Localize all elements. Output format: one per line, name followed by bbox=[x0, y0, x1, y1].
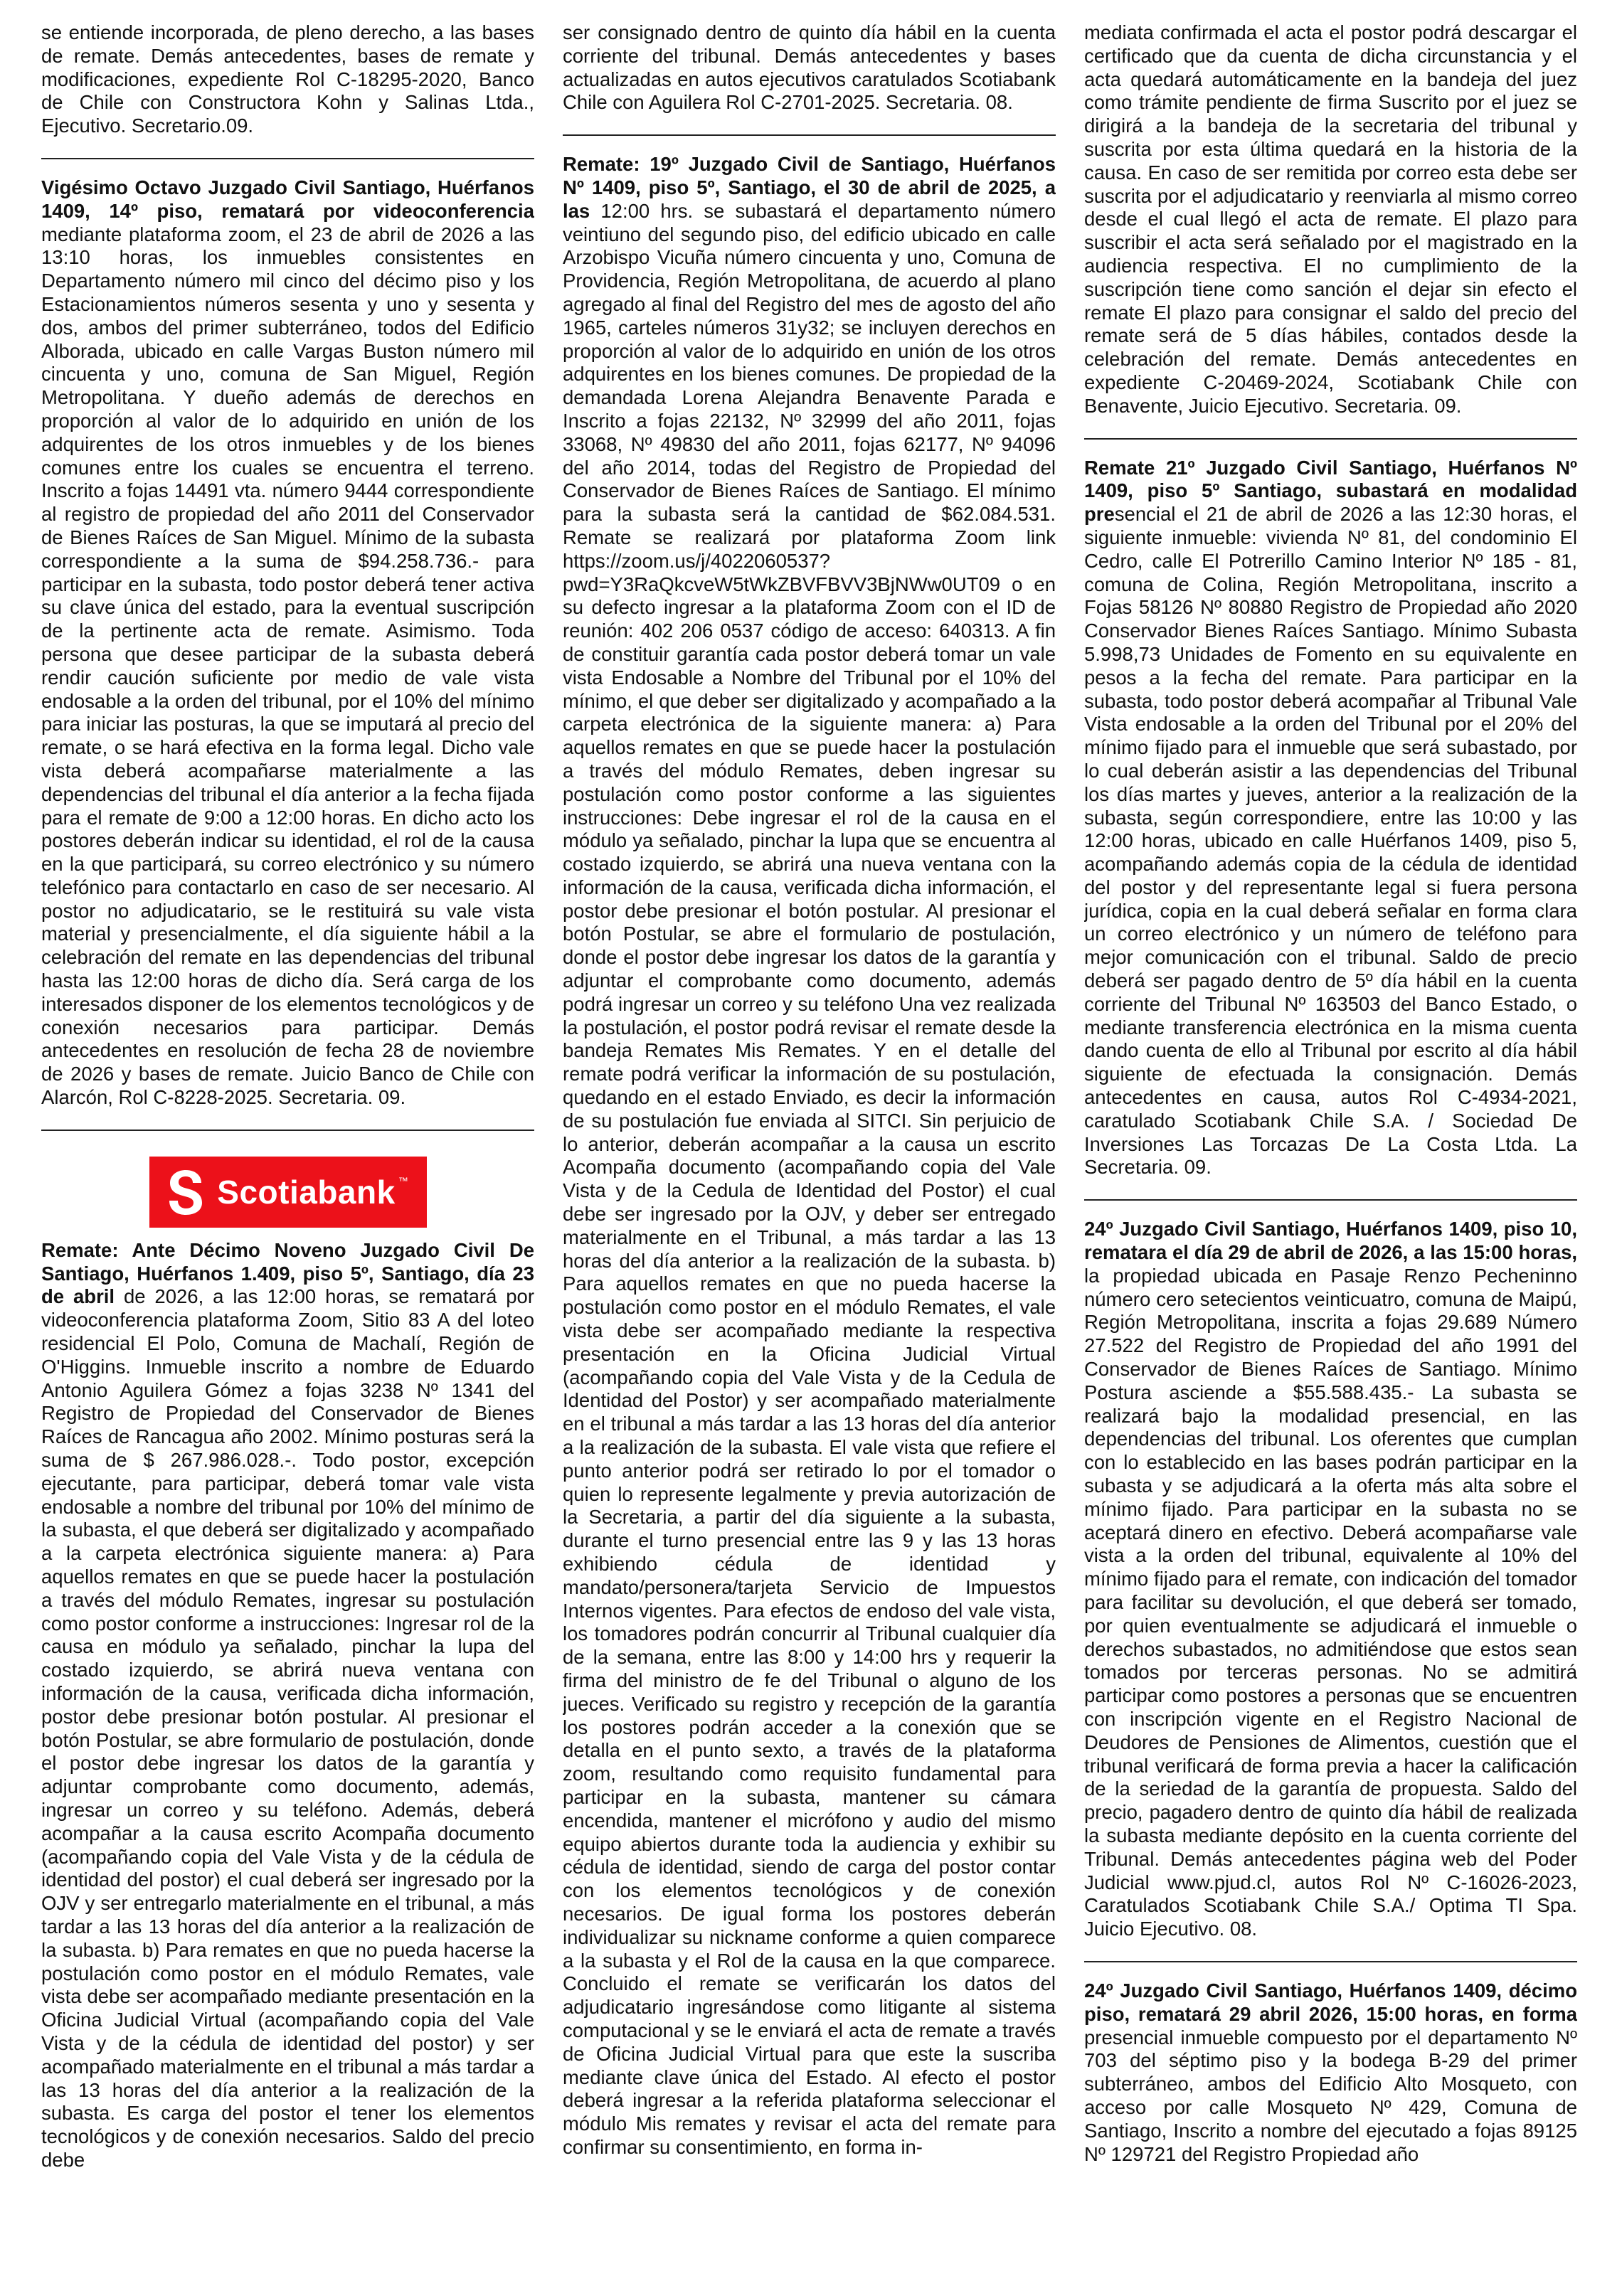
notice-24-juzgado-maipu bbox=[1084, 1218, 1577, 1941]
notice-heading: 24º Juzgado Civil Santiago, Huérfanos 1409, décimo piso, rematará 29 abril 2026, 15:00 horas, en forma bbox=[1084, 1979, 1577, 2025]
logo-trademark: ™ bbox=[398, 1174, 408, 1186]
notice-heading: Remate: Ante Décimo Noveno Juzgado Civil De Santiago, Huérfanos 1.409, piso 5º, Santiago, día 23 de abril bbox=[41, 1238, 534, 1308]
notice-24-juzgado-santiago bbox=[1084, 1979, 1577, 2166]
notice-19-juzgado-machali bbox=[41, 1239, 534, 2172]
notice-body: mediante plataforma zoom, el 23 de abril de 2026 a las 13:10 horas, los inmuebles consistentes en Departamento número mil cinco del décimo piso y los Estacionamientos números sesenta y uno y sesenta y dos, ambos del primer subterráneo, todos del Edificio Alborada, ubicado en calle Vargas Buston número mil cincuenta y uno, comuna de San Miguel, Región Metropolitana. Y dueño además de derechos en proporción al valor de lo adquirido en unión de los adquirentes de los otros inmuebles y de los bienes comunes entre los cuales se encuentra el terreno. Inscrito a fojas 14491 vta. número 9444 correspondiente al registro de propiedad del año 2011 del Conservador de Bienes Raíces de San Miguel. Mínimo de la subasta correspondiente a la suma de $94.258.736.- para participar en la subasta, todo postor deberá tener activa su clave única del estado, para la eventual suscripción de la pertinente acta de remate. Asimismo. Toda persona que desee participar de la subasta deberá rendir caución suficiente por medio de vale vista endosable a la orden del tribunal, por el 10% del mínimo para iniciar las posturas, la que se imputará al precio del remate, o se hará efectiva en la forma legal. Dicho vale vista deberá acompañarse materialmente a las dependencias del tribunal el día anterior a la fecha fijada para el remate de 9:00 a 12:00 horas. En dicho acto los postores deberán indicar su identidad, el rol de la causa en la que participará, su correo electrónico y su número telefónico para contactarlo en caso de ser necesario. Al postor no adjudicatario, se le restituirá su vale vista material y presencialmente, el día siguiente hábil a la celebración del remate en las dependencias del tribunal hasta las 12:00 horas de dicho día. Será carga de los interesados disponer de los elementos tecnológicos y de conexión necesarios para participar. Demás antecedentes en resolución de fecha 28 de noviembre de 2026 y bases de remate. Juicio Banco de Chile con Alarcón, Rol C-8228-2025. Secretaria. 09. bbox=[41, 223, 534, 1109]
separator-rule bbox=[41, 158, 534, 159]
notice-21-juzgado bbox=[1084, 457, 1577, 1180]
notice-28-juzgado bbox=[41, 176, 534, 1110]
notice-body: presencial inmueble compuesto por el departamento Nº 703 del séptimo piso y la bodega B-29 del primer subterráneo, ambos del Edificio Alto Mosqueto, con acceso por calle Mosqueto Nº 429, Comuna de Santiago, Inscrito a nombre del ejecutado a fojas 89125 Nº 129721 del Registro Propiedad año bbox=[1084, 2026, 1577, 2165]
notice-continuation-col2 bbox=[563, 21, 1056, 115]
separator-rule bbox=[1084, 1199, 1577, 1201]
notice-body: la propiedad ubicada en Pasaje Renzo Pecheninno número cero setecientos veinticuatro, comuna de Maipú, Región Metropolitana, inscrita a fojas 29.689 Número 27.522 del Registro de Propiedad del año 1991 del Conservador de Bienes Raíces de Santiago. Mínimo Postura asciende a $55.588.435.- La subasta se realizará bajo la modalidad presencial, en las dependencias del tribunal. Los oferentes que cumplan con lo establecido en las bases podrán participar en la subasta y se adjudicará a la oferta más alta sobre el mínimo fijado. Para participar en la subasta no se aceptará dinero en efectivo. Deberá acompañarse vale vista a la orden del tribunal, equivalente al 10% del mínimo fijado para el remate, con indicación del tomador para facilitar su devolución, el que deberá ser tomado, por quien eventualmente se adjudicará el inmueble o derechos subastados, no admitiéndose que estos sean tomados por terceras personas. No se admitirá participar como postores a personas que se encuentren con inscripción vigente en el Registro Nacional de Deudores de Pensiones de Alimentos, cuestión que el tribunal verificará de forma previa a hacer la calificación de la seriedad de la garantía de propuesta. Saldo del precio, pagadero dentro de quinto día hábil de realizada la subasta mediante depósito en la cuenta corriente del Tribunal. Demás antecedentes página web del Poder Judicial www.pjud.cl, autos Rol Nº C-16026-2023, Caratulados Scotiabank Chile S.A./ Optima TI Spa. Juicio Ejecutivo. 08. bbox=[1084, 1264, 1577, 1940]
scotiabank-logo-block bbox=[41, 1155, 534, 1229]
logo-wordmark: Scotiabank bbox=[217, 1173, 396, 1211]
notice-body: de 2026, a las 12:00 horas, se rematará por videoconferencia plataforma Zoom, Sitio 83 A del loteo residencial El Polo, Comuna de Machalí, Región de O'Higgins. Inmueble inscrito a nombre de Eduardo Antonio Aguilera Gómez a fojas 3238 Nº 1341 del Registro de Propiedad del Conservador de Bienes Raíces de Rancagua año 2002. Mínimo posturas será la suma de $ 267.986.028.-. Todo postor, excepción ejecutante, para participar, deberá tomar vale vista endosable a nombre del tribunal por 10% del mínimo de la subasta, el que deberá ser digitalizado y acompañado a la carpeta electrónica siguiente manera: a) Para aquellos remates en que se puede hacer la postulación a través del módulo Remates, ingresar su postulación como postor conforme a instrucciones: Ingresar rol de la causa en módulo ya señalado, pinchar la lupa del costado izquierdo, se abrirá nueva ventana con información de la causa, verificada dicha información, postor debe presionar botón postular. Al presionar el botón Postular, se abre formulario de postulación, donde el postor debe ingresar los datos de la garantía y adjuntar comprobante como documento, además, ingresar un correo y su teléfono. Además, deberá acompañar a la causa escrito Acompaña documento (acompañando copia del Vale Vista y de la cédula de identidad del postor) el cual deberá ser ingresado por la OJV y ser entregarlo materialmente en el tribunal, a más tardar a las 13 horas del día anterior a la realización de la subasta. b) Para remates en que no pueda hacerse la postulación como postor en el módulo Remates, vale vista debe ser acompañado mediante presentación en la Oficina Judicial Virtual (acompañando copia del Vale Vista y de la cédula de identidad del postor) y ser acompañado materialmente en el tribunal a más tardar a las 13 horas del día anterior a la realización de la subasta. Es carga del postor el tener los elementos tecnológicos y de conexión necesarios. Saldo del precio debe bbox=[41, 1285, 534, 2171]
notice-body: se entiende incorporada, de pleno derecho, a las bases de remate. Demás antecedentes, bases de remate y modificaciones, expediente Rol C-18295-2020, Banco de Chile con Constructora Kohn y Salinas Ltda., Ejecutivo. Secretario.09. bbox=[41, 21, 534, 137]
separator-rule bbox=[1084, 1961, 1577, 1962]
notice-body: mediata confirmada el acta el postor podrá descargar el certificado que da cuenta de dicha circunstancia y el acta quedará automáticamente en la bandeja del juez como trámite pendiente de firma Suscrito por el juez se dirigirá a la bandeja de la secretaria del tribunal y suscrita por esta última quedará en la historia de la causa. En caso de ser remitida por correo esta debe ser suscrita por el adjudicatario y reenviarla al mismo correo desde el cual llegó el acta de remate. El plazo para suscribir el acta será señalado por el magistrado en la audiencia respectiva. El no cumplimiento de la suscripción tiene como sanción el dejar sin efecto el remate El plazo para consignar el saldo del precio del remate será de 5 días hábiles, contados desde la celebración del remate. Demás antecedentes en expediente C-20469-2024, Scotiabank Chile con Benavente, Juicio Ejecutivo. Secretaria. 09. bbox=[1084, 21, 1577, 417]
column-1 bbox=[41, 21, 534, 2276]
newspaper-page bbox=[41, 21, 1578, 2276]
notice-continuation-col1 bbox=[41, 21, 534, 138]
notice-heading: Remate: 19º Juzgado Civil de Santiago, Huérfanos Nº 1409, piso 5º, Santiago, el 30 de abril de 2025, a las bbox=[563, 153, 1056, 222]
separator-rule bbox=[1084, 438, 1577, 440]
notice-body: ser consignado dentro de quinto día hábil en la cuenta corriente del tribunal. Demás antecedentes y bases actualizadas en autos ejecutivos caratulados Scotiabank Chile con Aguilera Rol C-2701-2025. Secretaria. 08. bbox=[563, 21, 1056, 114]
column-3 bbox=[1084, 21, 1577, 2276]
notice-body: 12:00 hrs. se subastará el departamento número veintiuno del segundo piso, del edificio ubicado en calle Arzobispo Vicuña número cincuenta y uno, Comuna de Providencia, Región Metropolitana, de acuerdo al plano agregado al final del Registro del mes de agosto del año 1965, carteles números 31y32; se incluyen derechos en proporción al valor de lo adquirido en unión de los otros adquirentes en los bienes comunes. De propiedad de la demandada Lorena Alejandra Benavente Parada e Inscrito a fojas 22132, Nº 32999 del año 2011, fojas 33068, Nº 49830 del año 2011, fojas 62177, Nº 94096 del año 2014, todas del Registro de Propiedad del Conservador de Bienes Raíces de Santiago. El mínimo para la subasta será la cantidad de $62.084.531. Remate se realizará por plataforma Zoom link https://zoom.us/j/4022060537?pwd=Y3RaQkcveW5tWkZBVFBVV3BjNWw0UT09 o en su defecto ingresar a la plataforma Zoom con el ID de reunión: 402 206 0537 código de acceso: 640313. A fin de constituir garantía cada postor deberá tomar un vale vista Endosable a Nombre del Tribunal por el 10% del mínimo, el que deber ser digitalizado y acompañado a la carpeta electrónica de la siguiente manera: a) Para aquellos remates en que se puede hacer la postulación a través del módulo Remates, deben ingresar su postulación como postor conforme a las siguientes instrucciones: Debe ingresar el rol de la causa en el módulo ya señalado, pinchar la lupa que se encuentra al costado izquierdo, se abrirá una nueva ventana con la información de la causa, verificada dicha información, el postor debe presionar el botón postular. Al presionar el botón Postular, se abre el formulario de postulación, donde el postor debe ingresar los datos de la garantía y adjuntar el comprobante como documento, además podrá ingresar un correo y su teléfono Una vez realizada la postulación, el postor podrá revisar el remate desde la bandeja Remates Mis Remates. Y en el detalle del remate podrá verificar la información de su postulación, quedando en el estado Enviado, es decir la información de su postulación fue enviada al SITCI. Sin perjuicio de lo anterior, deberán acompañar a la causa un escrito Acompaña documento (acompañando copia del Vale Vista y de la Cedula de Identidad del Postor) el cual debe ser ingresado por la OJV, y deber ser entregado materialmente en el Tribunal, a más tardar a las 13 horas del día anterior a la realización de la subasta. b) Para aquellos remates en que no pueda hacerse la postulación como postor en el módulo Remates, el vale vista debe ser acompañado mediante la respectiva presentación en la Oficina Judicial Virtual (acompañando copia del Vale Vista y de la Cedula de Identidad del Postor) y ser acompañado materialmente en el tribunal a más tardar a las 13 horas del día anterior a la realización de la subasta. El vale vista que refiere el punto anterior podrá ser retirado lo por el tomador o quien lo represente legalmente y previa autorización de la Secretaria, a partir del día siguiente a la subasta, durante el turno presencial entre las 9 y las 13 horas exhibiendo cédula de identidad y mandato/personera/tarjeta Servicio de Impuestos Internos vigentes. Para efectos de endoso del vale vista, los tomadores podrán concurrir al Tribunal cualquier día de la semana, entre las 8:00 y 14:00 hrs y requerir la firma del ministro de fe del Tribunal o alguno de los jueces. Verificado su registro y recepción de la garantía los postores podrán acceder a la conexión que se detalla en el punto sexto, a través de la plataforma zoom, resultando como requisito fundamental para participar en la subasta, mantener su cámara encendida, mantener el micrófono y audio del mismo equipo abiertos durante toda la audiencia y exhibir su cédula de identidad, siendo de carga del postor contar con los elementos tecnológicos y de conexión necesarios. De igual forma los postores deberán individualizar su nickname conforme a quien comparece a la subasta y el Rol de la causa en la que comparece. Concluido el remate se verificarán los datos del adjudicatario ingresándose como litigante al sistema computacional y se le enviará el acta de remate a través de Oficina Judicial Virtual para que este la suscriba mediante clave única del Estado. Al efecto el postor deberá ingresar a la referida plataforma seleccionar el módulo Mis remates y revisar el acta del remate para confirmar su consentimiento, en forma in- bbox=[563, 199, 1056, 2158]
notice-heading: 24º Juzgado Civil Santiago, Huérfanos 1409, piso 10, rematara el día 29 de abril de 2026, a las 15:00 horas, bbox=[1084, 1218, 1577, 1264]
separator-rule bbox=[41, 1130, 534, 1131]
scotiabank-s-icon bbox=[167, 1167, 204, 1217]
notice-heading: Vigésimo Octavo Juzgado Civil Santiago, Huérfanos 1409, 14º piso, rematará por videoconferencia bbox=[41, 176, 534, 222]
scotiabank-logo bbox=[149, 1157, 427, 1228]
column-2 bbox=[563, 21, 1056, 2276]
notice-continuation-col3 bbox=[1084, 21, 1577, 418]
notice-19-juzgado-providencia bbox=[563, 153, 1056, 2159]
separator-rule bbox=[563, 134, 1056, 136]
notice-heading: Remate 21º Juzgado Civil Santiago, Huérfanos Nº 1409, piso 5º Santiago, subastará en modalidad pre bbox=[1084, 456, 1577, 526]
notice-body: sencial el 21 de abril de 2026 a las 12:30 horas, el siguiente inmueble: vivienda Nº 81, del condominio El Cedro, calle El Potrerillo Camino Interior Nº 185 - 81, comuna de Colina, Región Metropolitana, inscrito a Fojas 58126 Nº 80880 Registro de Propiedad año 2020 Conservador Bienes Raíces Santiago. Mínimo Subasta 5.998,73 Unidades de Fomento en su equivalente en pesos a la fecha del remate. Para participar en la subasta, todo postor deberá acompañar al Tribunal Vale Vista endosable a la orden del Tribunal por el 20% del mínimo fijado para el inmueble que será subastado, por lo cual deberán asistir a las dependencias del Tribunal los días martes y jueves, anterior a la realización de la subasta, según correspondiere, entre las 10:00 y las 12:00 horas, ubicado en calle Huérfanos 1409, piso 5, acompañando además copia de la cédula de identidad del postor y del representante legal si fuera persona jurídica, copia en la cual deberá señalar en forma clara un correo electrónico y un número de teléfono para mejor comunicación con el tribunal. Saldo de precio deberá ser pagado dentro de 5º día hábil en la cuenta corriente del Tribunal Nº 163503 del Banco Estado, o mediante transferencia electrónica en la misma cuenta dando cuenta de ello al Tribunal por escrito al día hábil siguiente de efectuada la consignación. Demás antecedentes en causa, autos Rol C-4934-2021, caratulado Scotiabank Chile S.A. / Sociedad De Inversiones Las Torcazas De La Costa Ltda. La Secretaria. 09. bbox=[1084, 503, 1577, 1179]
